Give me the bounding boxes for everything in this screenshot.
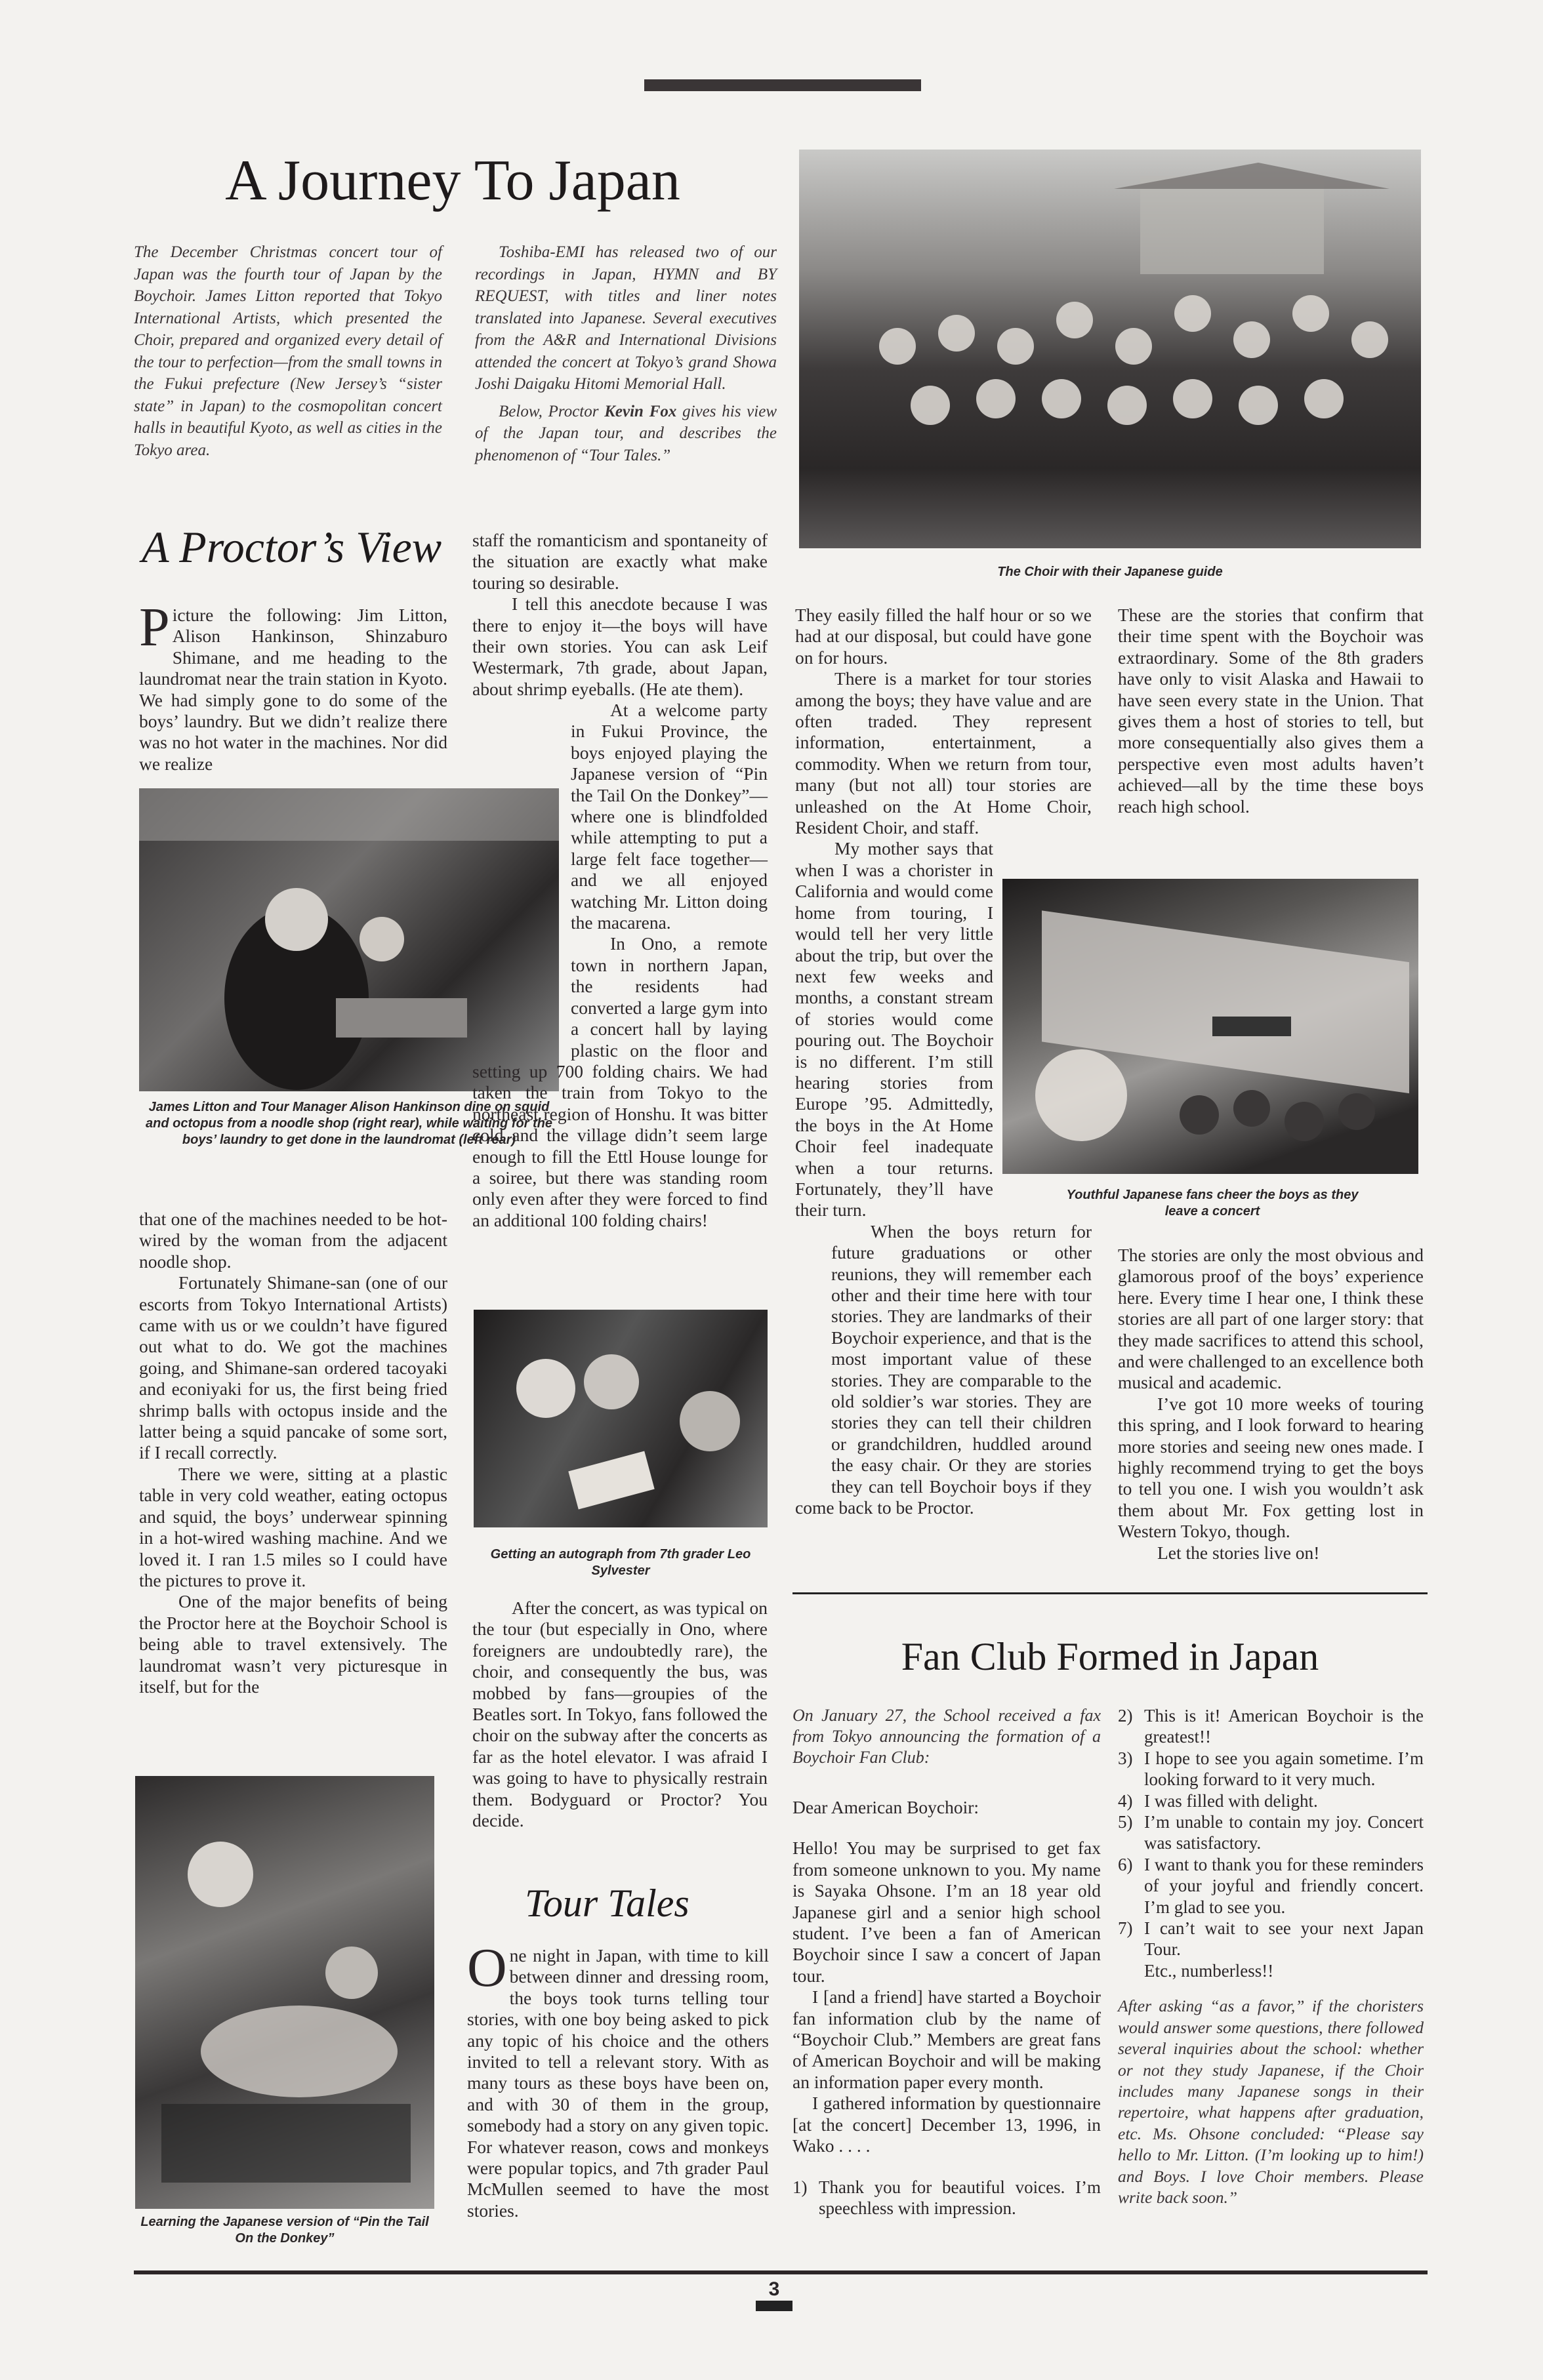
page-number-bar (756, 2301, 792, 2311)
bus-illustration (1002, 879, 1418, 1174)
item-text: I’m unable to contain my joy. Concert was satisfactory. (1144, 1812, 1424, 1853)
photo-wrap-left-spacer (795, 1247, 831, 1483)
fax-list-item (1118, 1811, 1424, 1854)
intro-right-text-2 (475, 401, 777, 467)
pin-the-tail-photo (135, 1776, 434, 2209)
choir-photo-illustration (799, 150, 1421, 548)
bottom-rule (134, 2270, 1428, 2274)
page-number: 3 (768, 2278, 780, 2300)
proctor-p7 (472, 700, 768, 933)
autograph-photo (474, 1310, 768, 1527)
fax-etc: Etc., numberless!! (1144, 1960, 1274, 1981)
item-number: 5) (1118, 1812, 1133, 1832)
proctor-p7-text: At a welcome party in Fukui Province, the boys enjoyed playing the Japanese version of “Pin the Tail On the Donkey”—where one is blindfolded while attempting to put a large felt face together—and we all enjoyed watching Mr. Litton doing the macarena. (571, 700, 768, 933)
tour-tales-p7-text: The stories are only the most obvious and glamorous proof of the boys’ experience here. Every time I hear one, I think these stories are all part of one larger story: that they made sacrifices to attend this school, and were challenged to an excellence both musical and academic. (1118, 1245, 1424, 1393)
fax-list-part1 (792, 2177, 1101, 2219)
proctor-p1: icture the following: Jim Litton, Alison Hankinson, Shinzaburo Shimane, and me heading to the laundromat near the train station in Kyoto. We had simply gone to do some of the boys’ laundry. But we didn’t realize there was no hot water in the machines. Nor did we realize (139, 605, 447, 774)
fax-list-item (1118, 1854, 1424, 1918)
proctor-col2-mid (472, 700, 768, 1231)
tour-tales-p9: Let the stories live on! (1157, 1542, 1320, 1563)
proctor-p6: I tell this anecdote because I was there to enjoy it—the boys will have their own stories. You can ask Leif Westermark, 7th grade, about Japan, about shrimp eyeballs. (He ate them). (472, 594, 768, 699)
proctor-p1-cont: that one of the machines needed to be hot-wired by the woman from the adjacent noodle shop. (139, 1209, 447, 1272)
intro-right-2a: Below, Proctor (499, 402, 605, 420)
intro-right-column (475, 241, 777, 466)
laundromat-caption: James Litton and Tour Manager Alison Hankinson dine on squid and octopus from a noodle shop (right rear), while waiting for the boys’ laundry to get done in the laundromat (left rear) (145, 1100, 553, 1147)
item-text: I hope to see you again sometime. I’m looking forward to it very much. (1144, 1748, 1424, 1790)
item-number: 2) (1118, 1706, 1133, 1725)
autograph-caption: Getting an autograph from 7th grader Leo Sylvester (490, 1547, 751, 1578)
article-title: A Journey To Japan (225, 149, 680, 212)
fax-p1: Hello! You may be surprised to get fax from someone unknown to you. My name is Sayaka Ohsone. I’m an 18 year old Japanese girl and a senior high school student. I’ve been a fan of American Boychoir since I saw a concert of Japan tour. (792, 1838, 1101, 1986)
tour-tales-p3: There is a market for tour stories among the boys; they have value and are often traded. They represent information, entertainment, a commodity. When we return from tour, many (but not all) tour stories are unleashed on the At Home Choir, Resident Choir, and staff. (795, 668, 1092, 838)
proctor-col2-top (472, 530, 768, 700)
fax-p2: I [and a friend] have started a Boychoir fan information club by the name of “Boychoir Club.” Members are great fans of American Boychoir and will be making an information paper every month. (792, 1987, 1101, 2092)
donkey-caption: Learning the Japanese version of “Pin the Tail On the Donkey” (140, 2215, 429, 2246)
tour-tales-p8: I’ve got 10 more weeks of touring this spring, and I look forward to hearing more stories and seeing new ones made. I highly recommend trying to get the boys to tell you one. I wish you wouldn’t ask them about Mr. Fox getting lost in Western Tokyo, though. (1118, 1393, 1424, 1542)
item-number: 6) (1118, 1854, 1133, 1874)
intro-left-text: The December Christmas concert tour of Japan was the fourth tour of Japan by the Boychoir. James Litton reported that Tokyo International Artists, which presented the Choir, prepared and organized every detail of the tour to perfection—from the small towns in the Fukui prefecture (New Jersey’s “sister state” in Japan) to the cosmopolitan concert halls in beautiful Kyoto, as well as cities in the Tokyo area. (134, 243, 442, 459)
tour-tales-p4-text: My mother says that when I was a chorister in California and would come home from touring, I would tell her very little about the trip, but over the next few weeks and months, a constant stream of stories would come pouring out. The Boychoir is no different. I’m still hearing stories from Europe ’95. Admittedly, the boys in the At Home Choir feel inadequate when a tour returns. Fortunately, they’ll have their turn. (795, 838, 993, 1220)
fax-salutation: Dear American Boychoir: (792, 1797, 979, 1817)
item-number: 7) (1118, 1918, 1133, 1939)
tour-tales-p6: These are the stories that confirm that their time spent with the Boychoir was extraordinary. Some of the 8th graders have only to visit Alaska and Hawaii to have seen every state in the Union. That gives them a host of stories to tell, but more consequentially also gives them a perspective even most adults haven’t achieved—all by the time these boys reach high school. (1118, 605, 1424, 817)
proctor-p8: In Ono, a remote town in northern Japan, the residents had converted a large gym into a concert hall by laying plastic on the floor and setting up 700 folding chairs. We had taken the train from Tokyo to the northeast region of Honshu. It was bitter cold and the village didn’t seem large enough to fill the Ettl House lounge for a soiree, but there was standing room only even after they were forced to find an additional 100 folding chairs! (472, 933, 768, 1230)
fax-list-item (1118, 1790, 1424, 1811)
proctor-view-heading: A Proctor’s View (142, 522, 442, 572)
fax-list-item (1118, 1918, 1424, 1960)
drop-cap-o: O (467, 1937, 507, 1998)
fan-club-closing: After asking “as a favor,” if the choristers would answer some questions, there followed several inquiries about the school: whether or not they study Japanese, if the Choir includes many Japanese songs in their repertoire, what happens after graduation, etc. Ms. Ohsone concluded: “Please say hello to Mr. Litton. (I’m looking up to him!) and Boys. I love Choir members. Please write back soon.” (1118, 1996, 1424, 2207)
tour-tales-p5 (795, 1221, 1092, 1519)
fan-club-col1 (792, 1705, 1101, 2219)
fax-letter (792, 1797, 1101, 2157)
autograph-illustration (474, 1310, 768, 1527)
proctor-col1-bottom (139, 1209, 447, 1697)
tour-tales-col1 (467, 1937, 769, 2221)
author-name: Kevin Fox (604, 402, 677, 420)
proctor-p5: staff the romanticism and spontaneity of the situation are exactly what make touring so desirable. (472, 530, 768, 593)
item-text: I was filled with delight. (1144, 1790, 1318, 1811)
top-decorative-bar (644, 79, 921, 91)
donkey-photo-illustration (135, 1776, 434, 2209)
item-text: This is it! American Boychoir is the greatest!! (1144, 1706, 1424, 1747)
tour-tales-p2: They easily filled the half hour or so we had at our disposal, but could have gone on for hours. (795, 605, 1092, 668)
proctor-col1-top (139, 597, 447, 775)
tour-tales-col4-top (1118, 605, 1424, 817)
section-divider (792, 1592, 1428, 1594)
intro-right-2c: gives his view of the Japan tour, and describes the phenomenon of “Tour Tales.” (475, 402, 777, 464)
proctor-col2-bottom (472, 1598, 768, 1831)
tour-tales-p1: ne night in Japan, with time to kill between dinner and dressing room, the boys took turns telling tour stories, with one boy being asked to pick any topic of his choice and the others invited to tell a relevant story. With as many tours as these boys have been on, and with 30 of them in the group, somebody had a story on any given topic. For whatever reason, cows and monkeys were popular topics, and 7th grader Paul McMullen seemed to have the most stories. (467, 1945, 769, 2221)
intro-left-column (134, 241, 442, 461)
drop-cap-p: P (139, 597, 170, 658)
proctor-p3: There we were, sitting at a plastic table in very cold weather, eating octopus and squid, the boys’ underwear spinning in a hot-wired washing machine. And we loved it. I ran 1.5 miles so I could have the pictures to prove it. (139, 1463, 447, 1590)
item-number: 3) (1118, 1748, 1133, 1768)
fan-club-heading: Fan Club Formed in Japan (901, 1635, 1319, 1678)
item-number: 4) (1118, 1790, 1133, 1811)
intro-right-text-1: Toshiba-EMI has released two of our recordings in Japan, HYMN and BY REQUEST, with titles and liner notes translated into Japanese. Several executives from the A&R and International Divisions attended the concert at Tokyo’s grand Showa Joshi Daigaku Hitomi Memorial Hall. (475, 243, 777, 393)
proctor-p9: After the concert, as was typical on the tour (but especially in Ono, where foreigners are undoubtedly rare), the choir, and consequently the bus, was mobbed by fans—groupies of the Beatles sort. In Tokyo, fans followed the choir on the subway after the concerts as far as the hotel elevator. I was afraid I was going to have to physically restrain them. Bodyguard or Proctor? You decide. (472, 1598, 768, 1831)
tour-tales-heading: Tour Tales (525, 1882, 689, 1925)
choir-photo-caption: The Choir with their Japanese guide (997, 565, 1223, 579)
item-number: 1) (792, 2177, 808, 2197)
item-text: I can’t wait to see your next Japan Tour. (1144, 1918, 1424, 1960)
fax-list-item (792, 2177, 1101, 2219)
fax-list-item (1118, 1748, 1424, 1790)
fans-bus-photo (1002, 879, 1418, 1174)
item-text: I want to thank you for these reminders of your joyful and friendly concert. I’m glad to see you. (1144, 1854, 1424, 1917)
fan-club-intro: On January 27, the School received a fax from Tokyo announcing the formation of a Boychoir Fan Club: (792, 1706, 1101, 1767)
tour-tales-p5-text: When the boys return for future graduations or other reunions, they will remember each other and their time here with tour stories. They are landmarks of their Boychoir experience, and that is the most important value of these stories. They are comparable to the old soldier’s war stories. They are stories they can tell their children or grandchildren, huddled around the easy chair. Or they are stories they can tell Boychoir boys if they come back to be Proctor. (795, 1220, 1092, 1518)
fax-list-item (1118, 1705, 1424, 1748)
fans-caption: Youthful Japanese fans cheer the boys as they leave a concert (1066, 1188, 1359, 1219)
fax-p3: I gathered information by questionnaire [at the concert] December 13, 1996, in Wako . . . . (792, 2093, 1101, 2156)
item-text: Thank you for beautiful voices. I’m speechless with impression. (819, 2177, 1101, 2218)
proctor-p2: Fortunately Shimane-san (one of our escorts from Tokyo International Artists) came with us or we couldn’t have figured out what to do. We got the machines going, and Shimane-san ordered tacoyaki and econiyaki for us, the first being fried shrimp balls with octopus inside and the latter being a squid pancake of some sort, if I recall correctly. (139, 1272, 447, 1463)
fax-list-part2 (1118, 1705, 1424, 2208)
tour-tales-col4-bottom (1118, 1245, 1424, 1563)
proctor-p4: One of the major benefits of being the Proctor here at the Boychoir School is being able to travel extensively. The laundromat wasn’t very picturesque in itself, but for the (139, 1591, 447, 1697)
choir-group-photo (799, 150, 1421, 548)
photo-wrap-spacer (472, 700, 571, 1047)
